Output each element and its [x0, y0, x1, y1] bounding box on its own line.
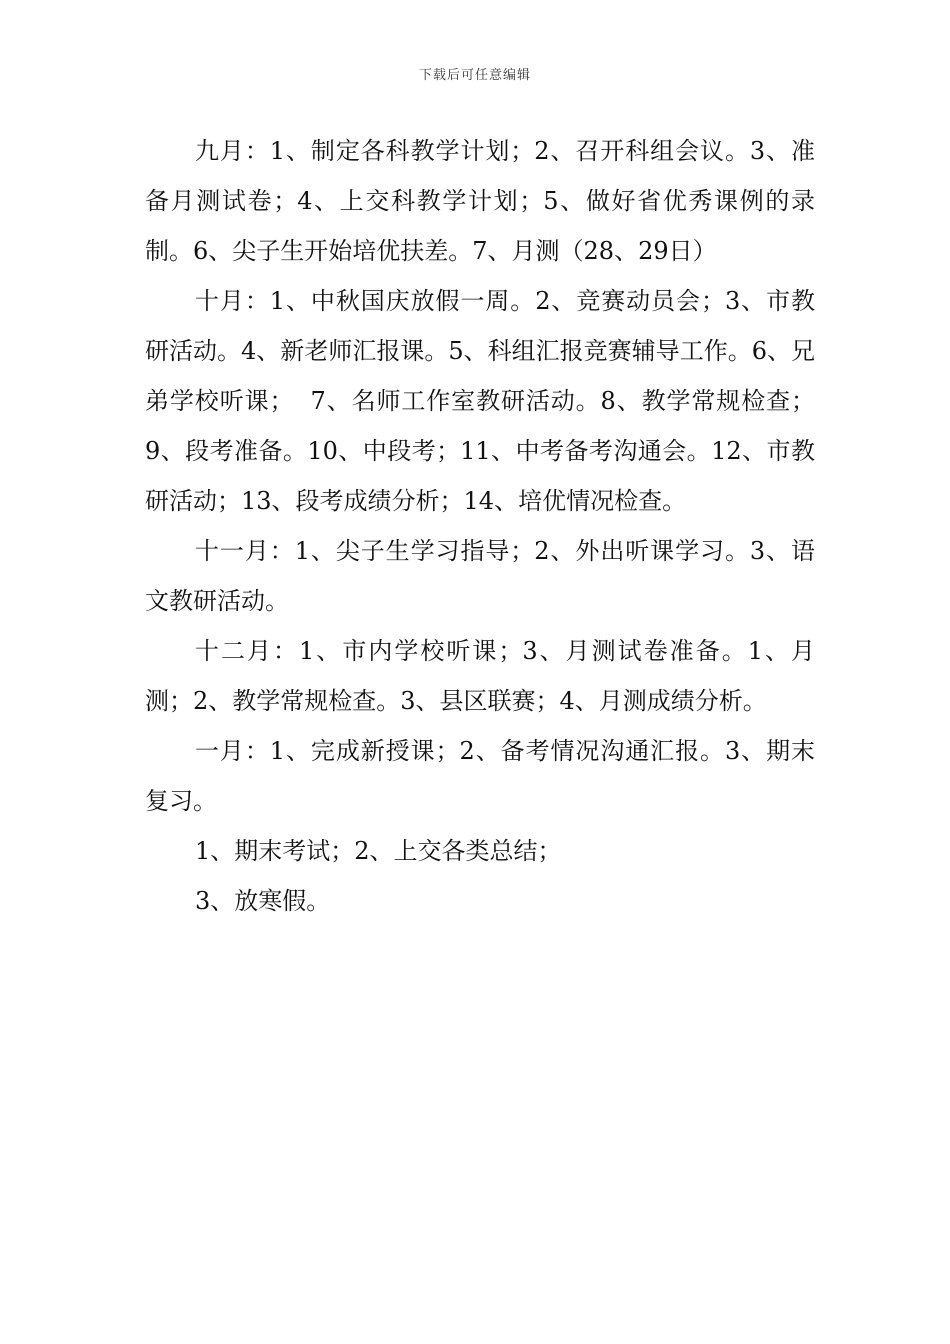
- paragraph-winter-break: 3、放寒假。: [195, 887, 331, 915]
- document-body: [145, 126, 815, 926]
- paragraph-october: 十月：1、中秋国庆放假一周。2、竞赛动员会；3、市教研活动。4、新老师汇报课。5、科组汇报竞赛辅导工作。6、兄弟学校听课； 7、名师工作室教研活动。8、教学常规检查；9、段考准备。10、中段考；11、中考备考沟通会。12、市教研活动；13、段考成绩分析；14、培优情况检查。: [145, 287, 815, 515]
- header-note: 下载后可任意编辑: [418, 68, 531, 83]
- paragraph-final-exam: 1、期末考试；2、上交各类总结；: [195, 837, 562, 865]
- paragraph-december: 十二月：1、市内学校听课；3、月测试卷准备。1、月测；2、教学常规检查。3、县区联赛；4、月测成绩分析。: [145, 637, 815, 715]
- paragraph-november: 十一月：1、尖子生学习指导；2、外出听课学习。3、语文教研活动。: [145, 537, 815, 615]
- paragraph-january: 一月：1、完成新授课；2、备考情况沟通汇报。3、期末复习。: [145, 737, 815, 815]
- paragraph-september: 九月：1、制定各科教学计划；2、召开科组会议。3、准备月测试卷；4、上交科教学计划；5、做好省优秀课例的录制。6、尖子生开始培优扶差。7、月测（28、29日）: [145, 137, 815, 265]
